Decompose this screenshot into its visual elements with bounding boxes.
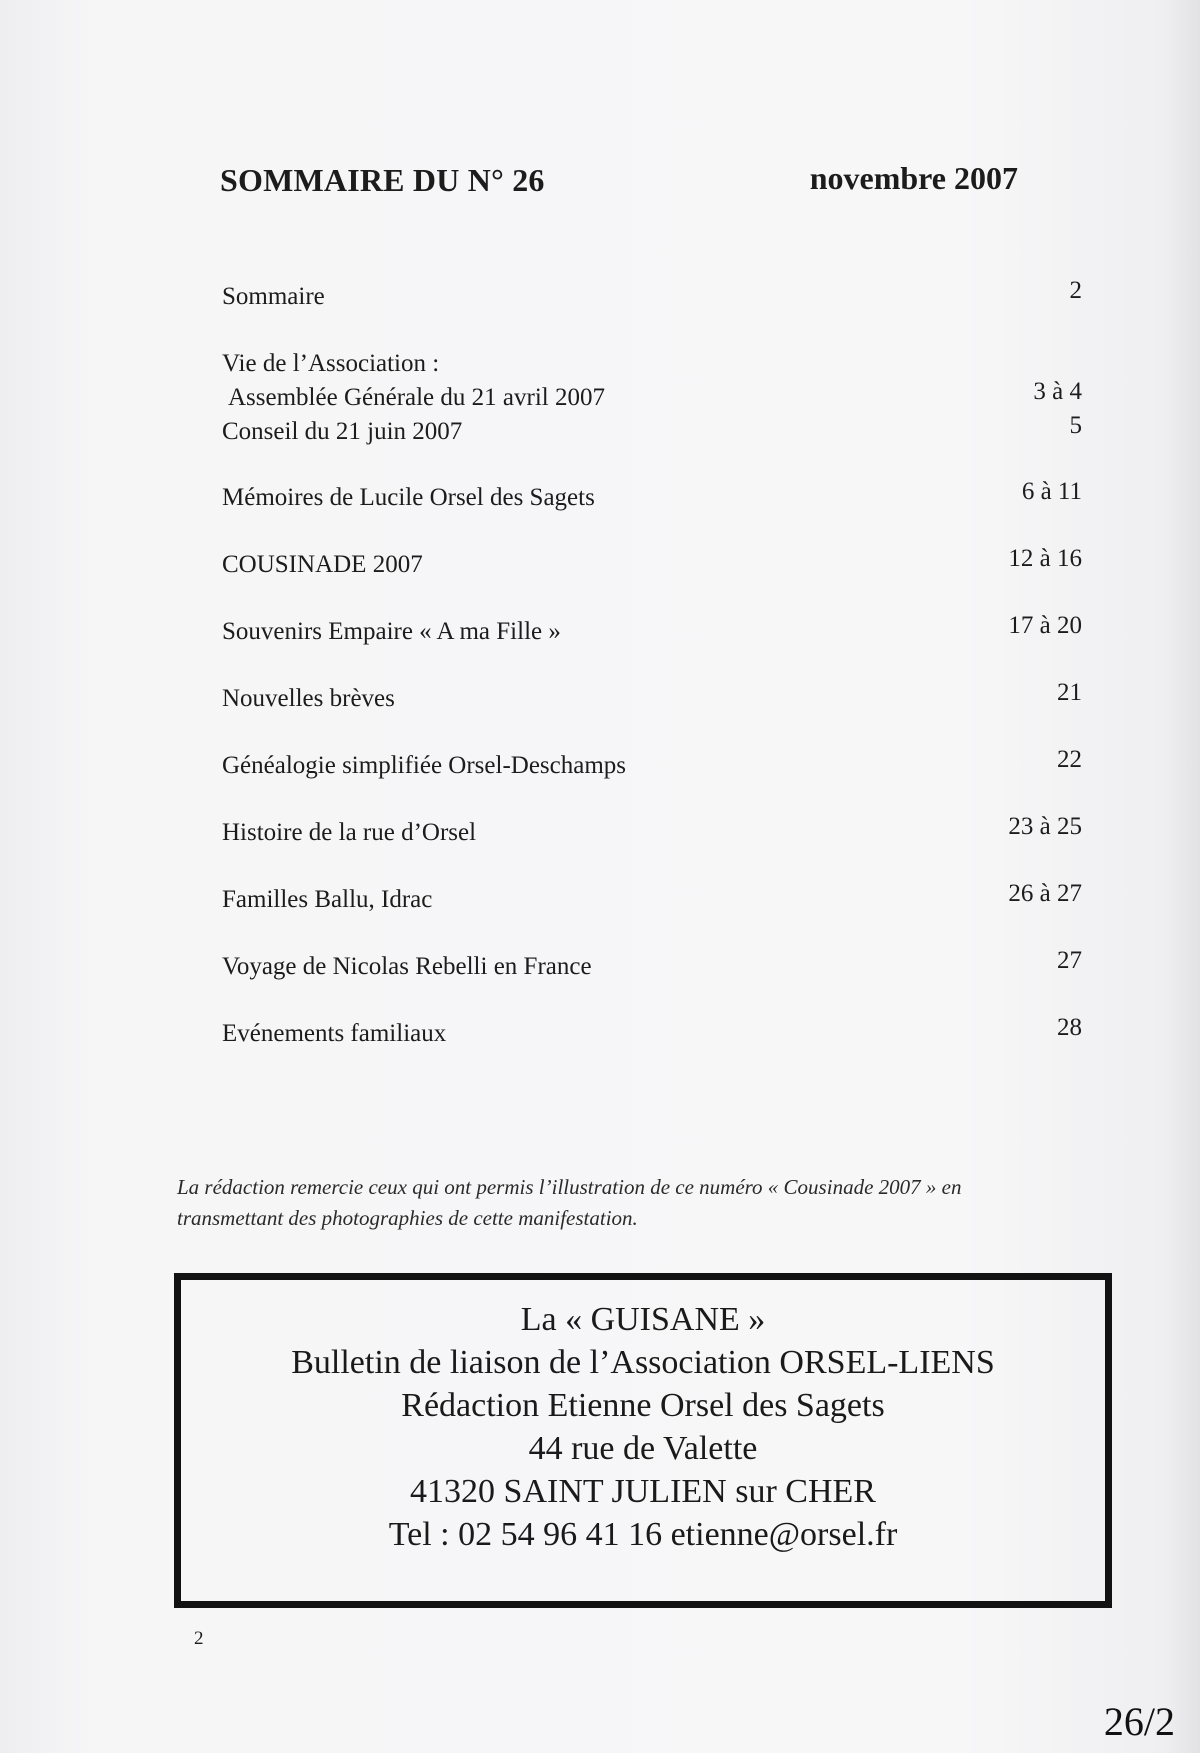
toc-line (222, 947, 1082, 984)
toc-page: 22 (1057, 746, 1082, 773)
toc-label: Généalogie simplifiée Orsel-Deschamps (222, 752, 627, 779)
acknowledgement-note (177, 1172, 1127, 1234)
toc-entry-voyage (222, 947, 1082, 984)
archive-code: 26/2 (1103, 1699, 1175, 1744)
toc-page: 3 à 4 (1033, 378, 1082, 405)
toc-page: 5 (1069, 412, 1082, 439)
toc-label: Nouvelles brèves (222, 685, 395, 712)
contact-line: Tel : 02 54 96 41 16 etienne@orsel.fr (388, 1516, 898, 1553)
note-line: transmettant des photographies de cette manifestation. (177, 1206, 638, 1230)
toc-page: 12 à 16 (1008, 545, 1082, 572)
toc-page: 21 (1057, 679, 1082, 706)
bulletin-info-box (174, 1273, 1112, 1608)
toc-label: Evénements familiaux (222, 1020, 447, 1047)
toc-line (222, 746, 1082, 783)
toc-label: Assemblée Générale du 21 avril 2007 (228, 384, 605, 411)
toc-entry-sommaire (222, 277, 1082, 314)
toc-label: Conseil du 21 juin 2007 (222, 418, 463, 445)
toc-label: COUSINADE 2007 (222, 551, 423, 578)
issue-date: novembre 2007 (809, 160, 1018, 196)
page-title: SOMMAIRE DU N° 26 (220, 162, 545, 198)
page-number: 2 (194, 1628, 204, 1649)
toc-line (222, 412, 1082, 449)
toc-entry-vie-association (222, 347, 1082, 449)
toc-page: 28 (1057, 1014, 1082, 1041)
toc-page: 6 à 11 (1021, 478, 1082, 505)
toc-page: 2 (1069, 277, 1082, 304)
toc-entry-cousinade (222, 545, 1082, 582)
header (220, 162, 1020, 212)
toc-line (222, 545, 1082, 582)
toc-entry-memoires (222, 478, 1082, 515)
toc-line (222, 378, 1082, 415)
toc-label: Voyage de Nicolas Rebelli en France (222, 953, 592, 980)
toc-entry-familles (222, 880, 1082, 917)
toc-entry-genealogie (222, 746, 1082, 783)
toc-label: Histoire de la rue d’Orsel (222, 819, 477, 846)
toc-line (222, 478, 1082, 515)
toc-label: Sommaire (222, 283, 325, 310)
address-city: 41320 SAINT JULIEN sur CHER (410, 1473, 876, 1510)
address-street: 44 rue de Valette (528, 1430, 758, 1467)
toc-entry-histoire (222, 813, 1082, 850)
toc-line (222, 880, 1082, 917)
toc-page: 26 à 27 (1008, 880, 1082, 907)
toc-entry-souvenirs (222, 612, 1082, 649)
toc-label: Mémoires de Lucile Orsel des Sagets (222, 484, 595, 511)
bulletin-name: La « GUISANE » (520, 1301, 766, 1338)
toc-line (222, 612, 1082, 649)
toc-label: Vie de l’Association : (222, 350, 440, 377)
note-line: La rédaction remercie ceux qui ont permis l’illustration de ce numéro « Cousinade 2007 » en (177, 1175, 962, 1199)
toc-page: 23 à 25 (1008, 813, 1082, 840)
toc-entry-evenements (222, 1014, 1082, 1051)
toc-line (222, 813, 1082, 850)
toc-label: Souvenirs Empaire « A ma Fille » (222, 618, 561, 645)
toc-line (222, 1014, 1082, 1051)
toc-page: 27 (1057, 947, 1082, 974)
toc-label: Familles Ballu, Idrac (222, 886, 433, 913)
toc-line (222, 277, 1082, 314)
toc-line (222, 679, 1082, 716)
editor-line: Rédaction Etienne Orsel des Sagets (401, 1387, 885, 1424)
toc-entry-nouvelles (222, 679, 1082, 716)
toc-line (222, 347, 1082, 381)
bulletin-info-text (181, 1298, 1105, 1556)
bulletin-description: Bulletin de liaison de l’Association ORSEL-LIENS (291, 1344, 995, 1381)
toc-page: 17 à 20 (1008, 612, 1082, 639)
